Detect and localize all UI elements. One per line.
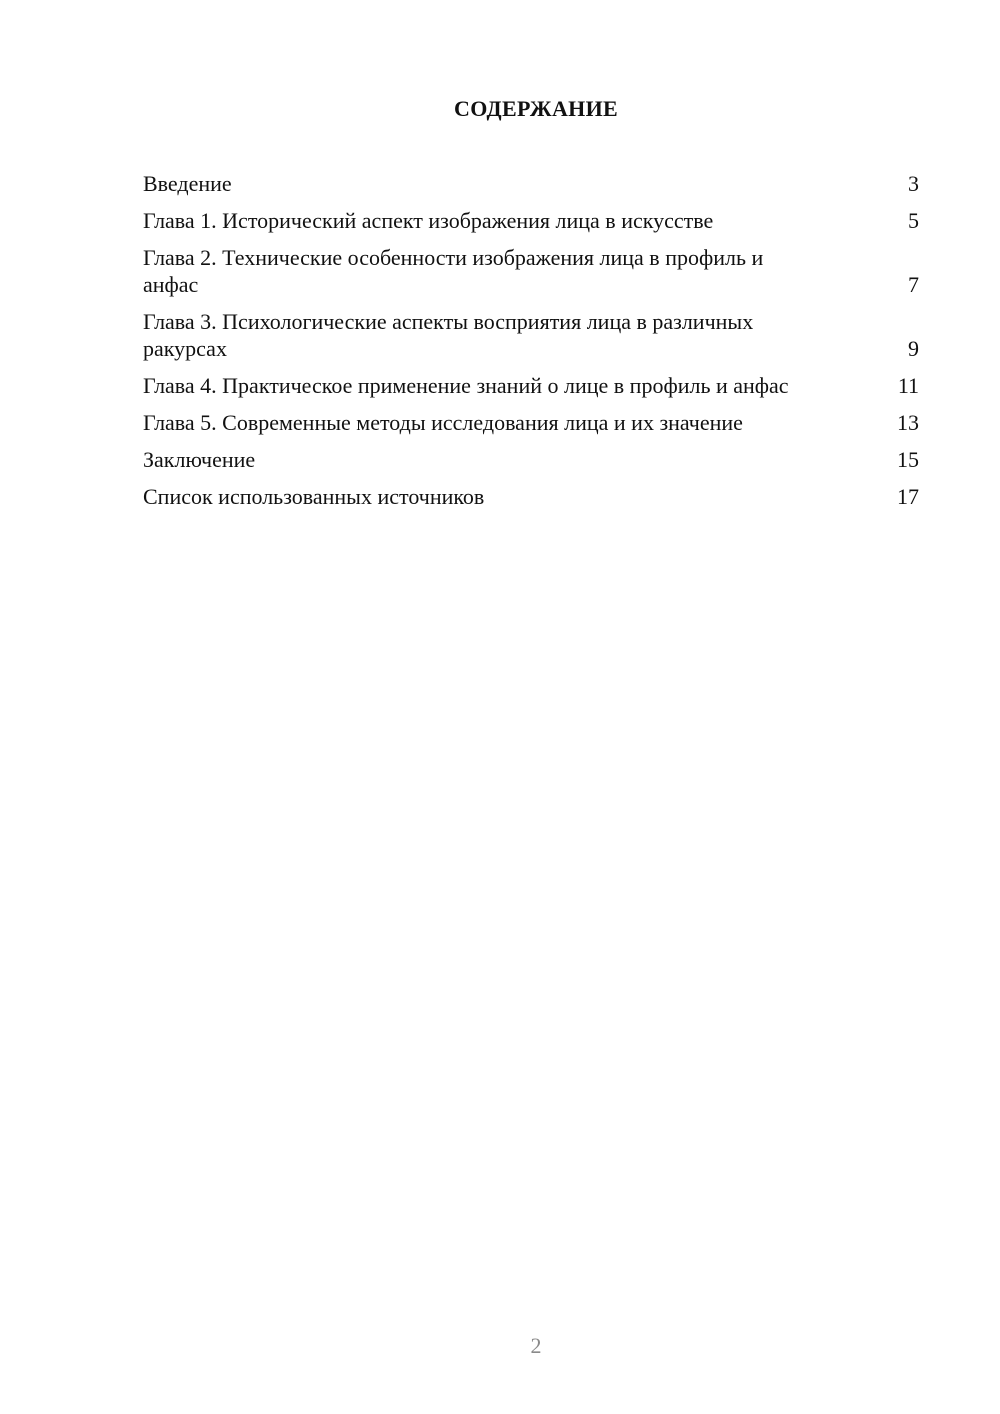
- page-number: 2: [530, 1333, 542, 1358]
- toc-entry-title: Введение: [143, 171, 232, 196]
- toc-entry-chapter-5: [143, 409, 919, 436]
- toc-entry-page: 9: [908, 336, 919, 361]
- toc-entry-chapter-3: [143, 308, 919, 362]
- toc-entry-introduction: [143, 170, 919, 197]
- table-of-contents: [143, 170, 919, 520]
- toc-entry-page: 15: [897, 447, 919, 472]
- toc-entry-title: Глава 1. Исторический аспект изображения лица в искусстве: [143, 208, 714, 233]
- toc-entry-page: 13: [897, 410, 919, 435]
- toc-entry-title: Глава 3. Психологические аспекты восприятия лица в различных ракурсах: [143, 309, 754, 361]
- toc-entry-chapter-1: [143, 207, 919, 234]
- toc-entry-title: Глава 4. Практическое применение знаний о лице в профиль и анфас: [143, 373, 789, 398]
- toc-entry-references: [143, 483, 919, 510]
- toc-entry-chapter-2: [143, 244, 919, 298]
- toc-entry-chapter-4: [143, 372, 919, 399]
- toc-entry-page: 7: [908, 272, 919, 297]
- toc-entry-conclusion: [143, 446, 919, 473]
- page-title: СОДЕРЖАНИЕ: [454, 96, 618, 121]
- toc-entry-page: 3: [908, 171, 919, 196]
- toc-entry-title: Глава 5. Современные методы исследования лица и их значение: [143, 410, 743, 435]
- toc-entry-title: Список использованных источников: [143, 484, 485, 509]
- toc-entry-page: 17: [897, 484, 919, 509]
- toc-entry-title: Заключение: [143, 447, 256, 472]
- toc-entry-page: 5: [908, 208, 919, 233]
- toc-entry-title: Глава 2. Технические особенности изображения лица в профиль и анфас: [143, 245, 764, 297]
- toc-entry-page: 11: [897, 373, 919, 398]
